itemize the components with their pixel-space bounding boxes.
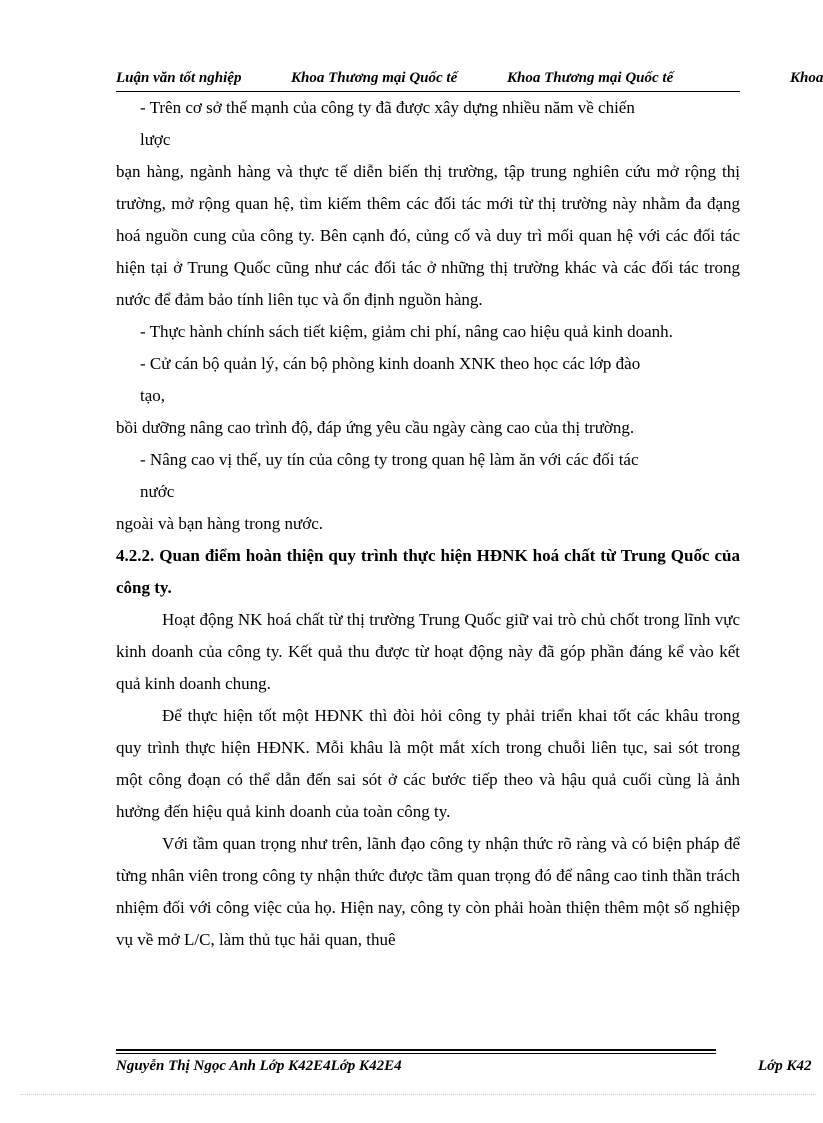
header-faculty: Khoa Thương mại Quốc tế <box>291 70 458 86</box>
page-edge-divider <box>20 1094 816 1095</box>
bullet-staff-training: - Cử cán bộ quản lý, cán bộ phòng kinh doanh XNK theo học các lớp đào <box>140 354 641 373</box>
bullet-reputation: - Nâng cao vị thế, uy tín của công ty trong quan hệ làm ăn với các đối tác <box>140 450 639 469</box>
header-faculty-truncated: Khoa <box>790 70 823 86</box>
paragraph-training-detail: bồi dưỡng nâng cao trình độ, đáp ứng yêu cầu ngày càng cao của thị trường. <box>116 418 635 437</box>
paragraph-leadership: Với tầm quan trọng như trên, lãnh đạo công ty nhận thức rõ ràng và có biện pháp để từng nhân viên trong công ty nhận thức được tầm quan trọng đó để nâng cao tinh thần trách nhiệm đối với công việc của họ. Hiện nay, công ty còn phải hoàn thiện thêm một số nghiệp vụ về mở L/C, làm thủ tục hải quan, thuê <box>116 834 740 949</box>
section-heading-4-2-2: 4.2.2. Quan điểm hoàn thiện quy trình thực hiện HĐNK hoá chất từ Trung Quốc của công ty. <box>116 546 740 597</box>
header-thesis-title: Luận văn tốt nghiệp <box>116 70 242 86</box>
bullet-cost-saving: - Thực hành chính sách tiết kiệm, giảm chi phí, nâng cao hiệu quả kinh doanh. <box>140 322 673 341</box>
paragraph-process: Để thực hiện tốt một HĐNK thì đòi hỏi công ty phải triển khai tốt các khâu trong quy trình thực hiện HĐNK. Mỗi khâu là một mắt xích trong chuỗi liên tục, sai sót trong một công đoạn có thể dẫn đến sai sót ở các bước tiếp theo và hậu quả cuối cùng là ảnh hưởng đến hiệu quả kinh doanh của toàn công ty. <box>116 706 740 821</box>
bullet-continuation: nước <box>140 482 175 501</box>
page-header <box>116 68 823 90</box>
paragraph-import-role: Hoạt động NK hoá chất từ thị trường Trung Quốc giữ vai trò chủ chốt trong lĩnh vực kinh doanh của công ty. Kết quả thu được từ hoạt động này đã góp phần đáng kể vào kết quả kinh doanh chung. <box>116 610 740 693</box>
bullet-continuation: tạo, <box>140 386 166 405</box>
bullet-strategy: - Trên cơ sở thế mạnh của công ty đã được xây dựng nhiều năm về chiến <box>140 98 635 117</box>
footer-author: Nguyễn Thị Ngọc Anh Lớp K42E4Lớp K42E4 <box>116 1058 402 1074</box>
footer-rule-thin <box>116 1053 716 1054</box>
paragraph-partners: ngoài và bạn hàng trong nước. <box>116 514 324 533</box>
page-footer <box>116 1056 816 1080</box>
paragraph-market-expansion: bạn hàng, ngành hàng và thực tế diễn biến thị trường, tập trung nghiên cứu mở rộng thị trường, mở rộng quan hệ, tìm kiếm thêm các đối tác mới từ thị trường này nhằm đa đạng hoá nguồn cung của công ty. Bên cạnh đó, củng cố và duy trì mối quan hệ với các đối tác hiện tại ở Trung Quốc cũng như các đối tác ở những thị trường khác và các đối tác trong nước để đảm bảo tính liên tục và ổn định nguồn hàng. <box>116 162 740 309</box>
footer-rule <box>116 1049 716 1051</box>
bullet-continuation: lược <box>140 130 171 149</box>
document-body <box>116 92 740 956</box>
footer-class: Lớp K42 <box>758 1058 812 1074</box>
header-faculty-repeat: Khoa Thương mại Quốc tế <box>507 70 674 86</box>
